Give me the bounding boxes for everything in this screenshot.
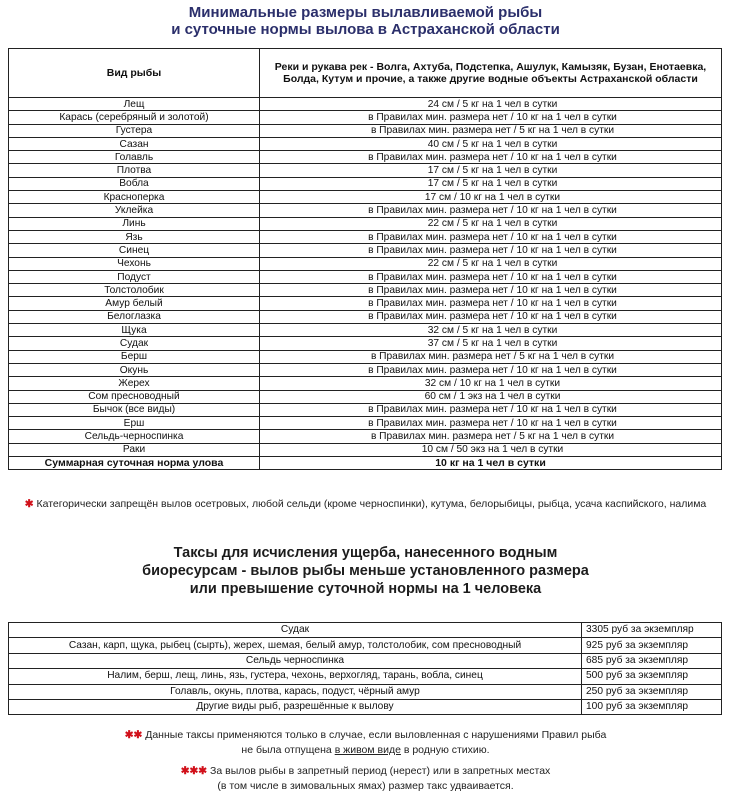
- fish-norm-cell: 22 см / 5 кг на 1 чел в сутки: [260, 217, 722, 230]
- asterisk-icon: ✱: [24, 498, 34, 510]
- tax-row: [9, 623, 722, 638]
- tax-note-line1: Данные таксы применяются только в случае, если выловленная с нарушениями Правил рыба: [145, 729, 607, 741]
- fish-name-cell: Густера: [9, 124, 260, 137]
- total-row: [9, 457, 722, 470]
- fish-name-cell: Сазан: [9, 137, 260, 150]
- tax-note-line2: не была отпущена в живом виде в родную стихию.: [241, 744, 490, 756]
- fish-norm-cell: 40 см / 5 кг на 1 чел в сутки: [260, 137, 722, 150]
- spawning-note-line1: За вылов рыбы в запретный период (нерест) или в запретных местах: [210, 765, 551, 777]
- prohibition-note: [0, 497, 731, 512]
- fish-name-cell: Толстолобик: [9, 284, 260, 297]
- fish-size-table: [8, 48, 722, 470]
- fish-norm-cell: в Правилах мин. размера нет / 10 кг на 1 чел в сутки: [260, 284, 722, 297]
- double-asterisk-icon: ✱✱: [124, 729, 143, 741]
- tax-price-cell: 3305 руб за экземпляр: [582, 623, 722, 638]
- fish-norm-cell: 32 см / 10 кг на 1 чел в сутки: [260, 377, 722, 390]
- table-row: [9, 377, 722, 390]
- tax-price-cell: 685 руб за экземпляр: [582, 653, 722, 668]
- table-row: [9, 257, 722, 270]
- table-row: [9, 217, 722, 230]
- main-title-line1: Минимальные размеры вылавливаемой рыбы: [188, 4, 543, 21]
- fish-group-cell: Голавль, окунь, плотва, карась, подуст, чёрный амур: [9, 684, 582, 699]
- alive-underlined-text: в живом виде: [334, 744, 401, 756]
- fish-group-cell: Судак: [9, 623, 582, 638]
- fish-norm-cell: в Правилах мин. размера нет / 10 кг на 1 чел в сутки: [260, 244, 722, 257]
- spawning-note-line2: (в том числе в зимовальных ямах) размер такс удваивается.: [217, 780, 514, 792]
- table-row: [9, 230, 722, 243]
- fish-name-cell: Берш: [9, 350, 260, 363]
- table-row: [9, 284, 722, 297]
- table-row: [9, 151, 722, 164]
- fish-name-cell: Раки: [9, 443, 260, 456]
- fish-norm-cell: 22 см / 5 кг на 1 чел в сутки: [260, 257, 722, 270]
- table-row: [9, 350, 722, 363]
- table-row: [9, 111, 722, 124]
- fish-name-cell: Линь: [9, 217, 260, 230]
- fish-norm-cell: в Правилах мин. размера нет / 5 кг на 1 чел в сутки: [260, 350, 722, 363]
- table-row: [9, 191, 722, 204]
- tax-row: [9, 669, 722, 684]
- fish-group-cell: Сазан, карп, щука, рыбец (сырть), жерех, шемая, белый амур, толстолобик, сом пресноводный: [9, 638, 582, 653]
- fish-norm-cell: в Правилах мин. размера нет / 10 кг на 1 чел в сутки: [260, 297, 722, 310]
- fish-norm-cell: 17 см / 5 кг на 1 чел в сутки: [260, 177, 722, 190]
- table-row: [9, 204, 722, 217]
- tax-price-cell: 250 руб за экземпляр: [582, 684, 722, 699]
- tax-row: [9, 699, 722, 714]
- fish-name-cell: Язь: [9, 230, 260, 243]
- main-title-line2: и суточные нормы вылова в Астраханской области: [171, 21, 560, 38]
- fish-group-cell: Другие виды рыб, разрешённые к вылову: [9, 699, 582, 714]
- table-row: [9, 98, 722, 111]
- tax-row: [9, 653, 722, 668]
- table-row: [9, 430, 722, 443]
- tax-application-note: [0, 728, 731, 758]
- table-row: [9, 124, 722, 137]
- fish-name-cell: Бычок (все виды): [9, 403, 260, 416]
- table-row: [9, 403, 722, 416]
- fish-name-cell: Амур белый: [9, 297, 260, 310]
- table-row: [9, 177, 722, 190]
- spawning-period-note: [0, 764, 731, 794]
- fish-name-cell: Окунь: [9, 363, 260, 376]
- fish-name-cell: Судак: [9, 337, 260, 350]
- tax-row: [9, 684, 722, 699]
- fish-name-cell: Плотва: [9, 164, 260, 177]
- fish-name-cell: Красноперка: [9, 191, 260, 204]
- fish-name-cell: Сельдь-черноспинка: [9, 430, 260, 443]
- fish-name-cell: Щука: [9, 324, 260, 337]
- table-row: [9, 244, 722, 257]
- fish-norm-cell: 10 см / 50 экз на 1 чел в сутки: [260, 443, 722, 456]
- triple-asterisk-icon: ✱✱✱: [180, 765, 208, 777]
- total-value: 10 кг на 1 чел в сутки: [260, 457, 722, 470]
- fish-name-cell: Белоглазка: [9, 310, 260, 323]
- table-row: [9, 270, 722, 283]
- tax-price-cell: 925 руб за экземпляр: [582, 638, 722, 653]
- header-fish-species: Вид рыбы: [9, 49, 260, 98]
- fish-name-cell: Жерех: [9, 377, 260, 390]
- table-row: [9, 390, 722, 403]
- table-row: [9, 324, 722, 337]
- fish-name-cell: Уклейка: [9, 204, 260, 217]
- fish-norm-cell: 37 см / 5 кг на 1 чел в сутки: [260, 337, 722, 350]
- fish-norm-cell: в Правилах мин. размера нет / 10 кг на 1 чел в сутки: [260, 151, 722, 164]
- table-row: [9, 137, 722, 150]
- fish-norm-cell: в Правилах мин. размера нет / 10 кг на 1 чел в сутки: [260, 230, 722, 243]
- header-water-bodies: Реки и рукава рек - Волга, Ахтуба, Подстепка, Ашулук, Камызяк, Бузан, Енотаевка, Болда, Кутум и прочие, а также другие водные объекты Астраханской области: [260, 49, 722, 98]
- tax-table: [8, 622, 722, 715]
- fish-group-cell: Налим, берш, лещ, линь, язь, густера, чехонь, верхогляд, тарань, вобла, синец: [9, 669, 582, 684]
- table-row: [9, 363, 722, 376]
- table-header-row: [9, 49, 722, 98]
- table-row: [9, 417, 722, 430]
- fish-norm-cell: в Правилах мин. размера нет / 10 кг на 1 чел в сутки: [260, 310, 722, 323]
- tax-row: [9, 638, 722, 653]
- fish-name-cell: Голавль: [9, 151, 260, 164]
- table-row: [9, 164, 722, 177]
- fish-name-cell: Ерш: [9, 417, 260, 430]
- fish-name-cell: Чехонь: [9, 257, 260, 270]
- fish-name-cell: Карась (серебряный и золотой): [9, 111, 260, 124]
- table-row: [9, 337, 722, 350]
- fish-norm-cell: в Правилах мин. размера нет / 5 кг на 1 чел в сутки: [260, 430, 722, 443]
- fish-name-cell: Подуст: [9, 270, 260, 283]
- tax-title: [0, 544, 731, 598]
- tax-title-line3: или превышение суточной нормы на 1 человека: [189, 581, 542, 597]
- tax-price-cell: 500 руб за экземпляр: [582, 669, 722, 684]
- fish-name-cell: Сом пресноводный: [9, 390, 260, 403]
- fish-norm-cell: в Правилах мин. размера нет / 10 кг на 1 чел в сутки: [260, 204, 722, 217]
- fish-group-cell: Сельдь черноспинка: [9, 653, 582, 668]
- fish-norm-cell: 32 см / 5 кг на 1 чел в сутки: [260, 324, 722, 337]
- fish-norm-cell: в Правилах мин. размера нет / 10 кг на 1 чел в сутки: [260, 403, 722, 416]
- table-row: [9, 310, 722, 323]
- fish-norm-cell: 60 см / 1 экз на 1 чел в сутки: [260, 390, 722, 403]
- fish-norm-cell: 24 см / 5 кг на 1 чел в сутки: [260, 98, 722, 111]
- fish-name-cell: Вобла: [9, 177, 260, 190]
- fish-name-cell: Лещ: [9, 98, 260, 111]
- tax-title-line2: биоресурсам - вылов рыбы меньше установленного размера: [142, 563, 589, 579]
- total-label: Суммарная суточная норма улова: [9, 457, 260, 470]
- tax-price-cell: 100 руб за экземпляр: [582, 699, 722, 714]
- fish-norm-cell: 17 см / 5 кг на 1 чел в сутки: [260, 164, 722, 177]
- fish-norm-cell: в Правилах мин. размера нет / 10 кг на 1 чел в сутки: [260, 417, 722, 430]
- fish-norm-cell: в Правилах мин. размера нет / 10 кг на 1 чел в сутки: [260, 111, 722, 124]
- fish-norm-cell: 17 см / 10 кг на 1 чел в сутки: [260, 191, 722, 204]
- main-title: [0, 4, 731, 38]
- table-row: [9, 443, 722, 456]
- tax-title-line1: Таксы для исчисления ущерба, нанесенного водным: [173, 545, 558, 561]
- fish-norm-cell: в Правилах мин. размера нет / 10 кг на 1 чел в сутки: [260, 270, 722, 283]
- prohibition-note-text: Категорически запрещён вылов осетровых, любой сельди (кроме черноспинки), кутума, белорыбицы, рыбца, усача каспийского, налима: [36, 498, 707, 510]
- fish-name-cell: Синец: [9, 244, 260, 257]
- table-row: [9, 297, 722, 310]
- fish-norm-cell: в Правилах мин. размера нет / 5 кг на 1 чел в сутки: [260, 124, 722, 137]
- fish-norm-cell: в Правилах мин. размера нет / 10 кг на 1 чел в сутки: [260, 363, 722, 376]
